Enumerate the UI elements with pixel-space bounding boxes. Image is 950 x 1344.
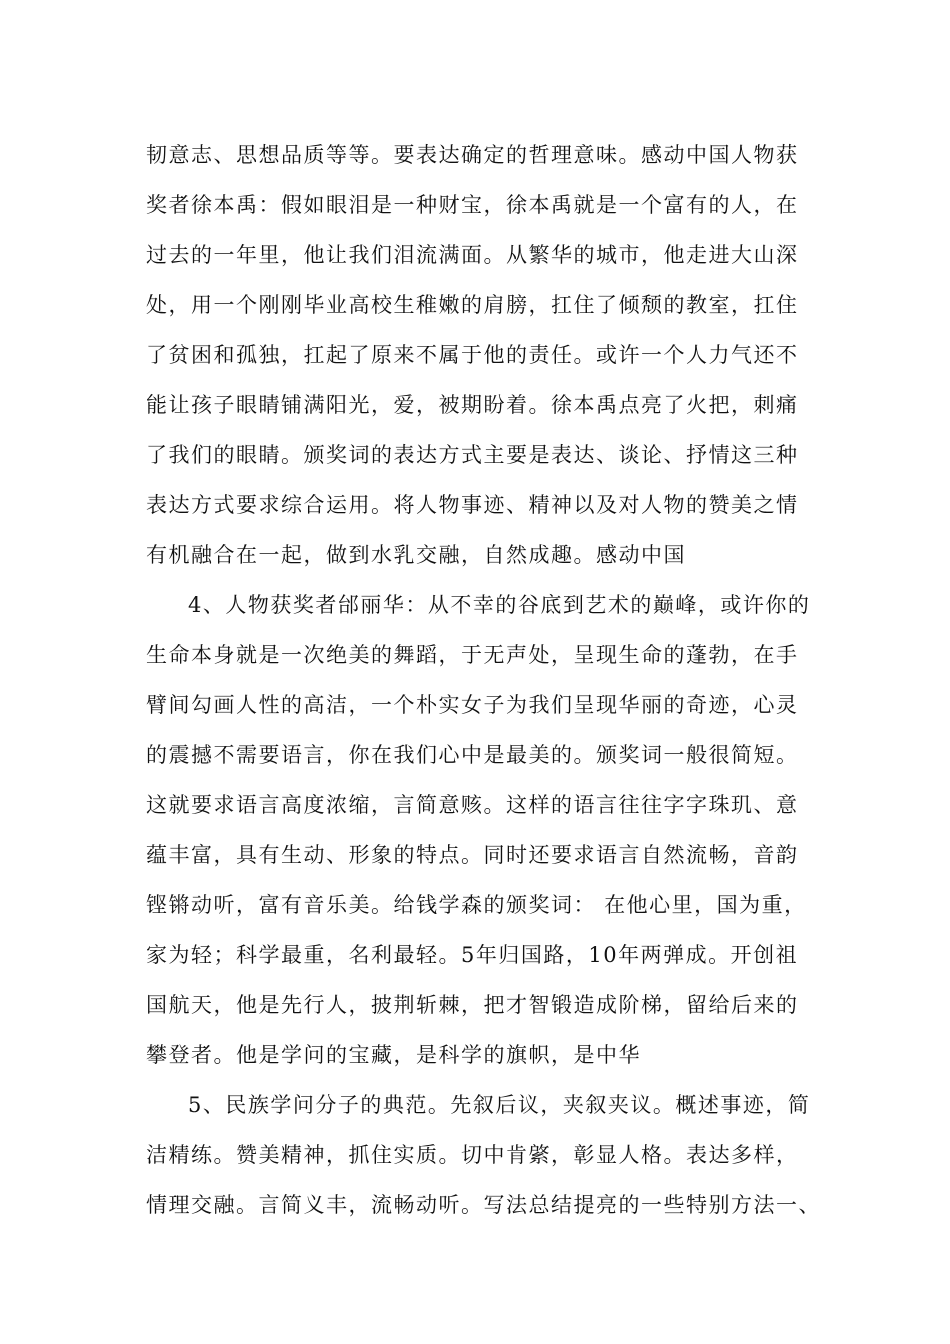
text-line: 攀登者。他是学问的宝藏，是科学的旗帜，是中华: [146, 1043, 641, 1067]
text-line: 奖者徐本禹：假如眼泪是一种财宝，徐本禹就是一个富有的人，在: [146, 193, 799, 217]
text-line: 臂间勾画人性的高洁，一个朴实女子为我们呈现华丽的奇迹，心灵: [146, 693, 799, 717]
text-line: 生命本身就是一次绝美的舞蹈，于无声处，呈现生命的蓬勃，在手: [146, 643, 799, 667]
text-line: 国航天，他是先行人，披荆斩棘，把才智锻造成阶梯，留给后来的: [146, 993, 799, 1017]
text-line: 的震撼不需要语言，你在我们心中是最美的。颁奖词一般很简短。: [146, 743, 799, 767]
text-line: 了贫困和孤独，扛起了原来不属于他的责任。或许一个人力气还不: [146, 343, 799, 367]
text-line: 处，用一个刚刚毕业高校生稚嫩的肩膀，扛住了倾颓的教室，扛住: [146, 293, 799, 317]
text-line: 家为轻；科学最重，名利最轻。5年归国路，10年两弹成。开创祖: [146, 943, 799, 967]
text-line: 洁精练。赞美精神，抓住实质。切中肯綮，彰显人格。表达多样，: [146, 1143, 799, 1167]
document-body: [146, 130, 836, 1230]
text-line: 铿锵动听，富有音乐美。给钱学森的颁奖词： 在他心里，国为重，: [146, 893, 807, 917]
text-line: 过去的一年里，他让我们泪流满面。从繁华的城市，他走进大山深: [146, 243, 799, 267]
text-line: 了我们的眼睛。颁奖词的表达方式主要是表达、谈论、抒情这三种: [146, 443, 799, 467]
text-line: 这就要求语言高度浓缩，言简意赅。这样的语言往往字字珠玑、意: [146, 793, 799, 817]
text-line: 情理交融。言简义丰，流畅动听。写法总结提亮的一些特别方法一、: [146, 1193, 821, 1217]
paragraph-start-line: 4、人物获奖者邰丽华：从不幸的谷底到艺术的巅峰，或许你的: [188, 593, 811, 617]
paragraph-start-line: 5、民族学问分子的典范。先叙后议，夹叙夹议。概述事迹，简: [188, 1093, 811, 1117]
text-line: 表达方式要求综合运用。将人物事迹、精神以及对人物的赞美之情: [146, 493, 799, 517]
text-line: 有机融合在一起，做到水乳交融，自然成趣。感动中国: [146, 543, 686, 567]
text-line: 蕴丰富，具有生动、形象的特点。同时还要求语言自然流畅，音韵: [146, 843, 799, 867]
text-line: 韧意志、思想品质等等。要表达确定的哲理意味。感动中国人物获: [146, 143, 799, 167]
text-line: 能让孩子眼睛铺满阳光，爱，被期盼着。徐本禹点亮了火把，刺痛: [146, 393, 799, 417]
